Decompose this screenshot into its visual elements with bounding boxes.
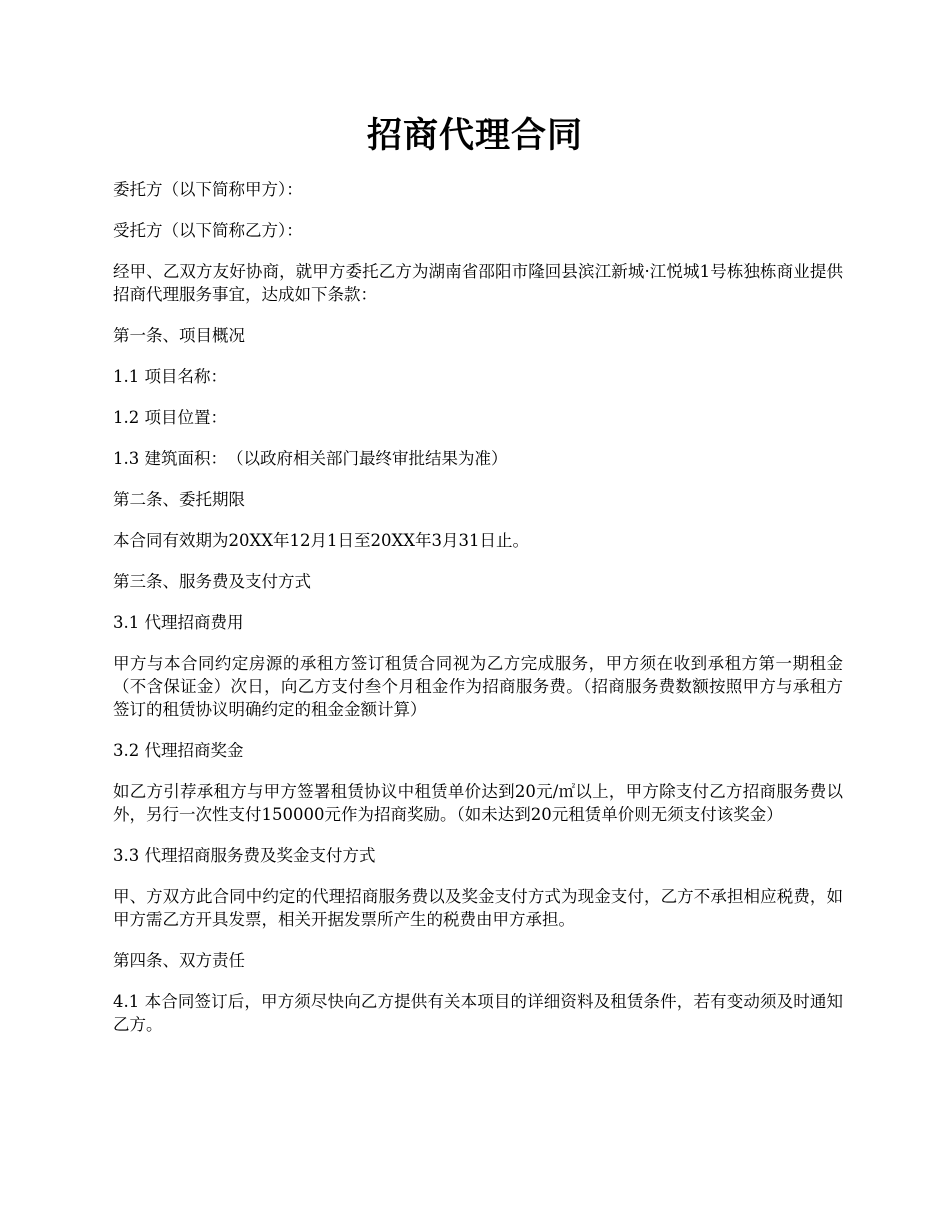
paragraph-agent: 受托方（以下简称乙方）： [113, 221, 303, 240]
document-body [113, 178, 843, 1054]
clause-4-1: 4.1 本合同签订后，甲方须尽快向乙方提供有关本项目的详细资料及租赁条件，若有变动须及时通知乙方。 [113, 992, 843, 1034]
clause-3-2-body: 如乙方引荐承租方与甲方签署租赁协议中租赁单价达到20元/㎡以上，甲方除支付乙方招商服务费以外，另行一次性支付150000元作为招商奖励。（如未达到20元租赁单价则无须支付该奖金） [113, 782, 843, 824]
clause-3-1-heading: 3.1 代理招商费用 [113, 613, 244, 632]
term-paragraph: 本合同有效期为20XX年12月1日至20XX年3月31日止。 [113, 531, 529, 550]
section-heading-1: 第一条、项目概况 [113, 326, 245, 345]
clause-3-3-body: 甲、方双方此合同中约定的代理招商服务费以及奖金支付方式为现金支付，乙方不承担相应税费，如甲方需乙方开具发票，相关开据发票所产生的税费由甲方承担。 [113, 887, 843, 929]
clause-1-2: 1.2 项目位置： [113, 408, 227, 427]
section-heading-2: 第二条、委托期限 [113, 490, 245, 509]
clause-3-3-heading: 3.3 代理招商服务费及奖金支付方式 [113, 846, 376, 865]
section-heading-3: 第三条、服务费及支付方式 [113, 572, 311, 591]
document-title: 招商代理合同 [366, 115, 583, 156]
clause-1-1: 1.1 项目名称： [113, 367, 227, 386]
paragraph-preamble: 经甲、乙双方友好协商，就甲方委托乙方为湖南省邵阳市隆回县滨江新城·江悦城1号栋独栋商业提供招商代理服务事宜，达成如下条款： [113, 262, 843, 304]
section-heading-4: 第四条、双方责任 [113, 951, 245, 970]
clause-3-1-body: 甲方与本合同约定房源的承租方签订租赁合同视为乙方完成服务，甲方须在收到承租方第一期租金（不含保证金）次日，向乙方支付叁个月租金作为招商服务费。（招商服务费数额按照甲方与承租方签订的租赁协议明确约定的租金金额计算） [113, 654, 843, 719]
clause-1-3: 1.3 建筑面积： （以政府相关部门最终审批结果为准） [113, 449, 508, 468]
clause-3-2-heading: 3.2 代理招商奖金 [113, 741, 244, 760]
paragraph-client: 委托方（以下简称甲方）： [113, 180, 303, 199]
